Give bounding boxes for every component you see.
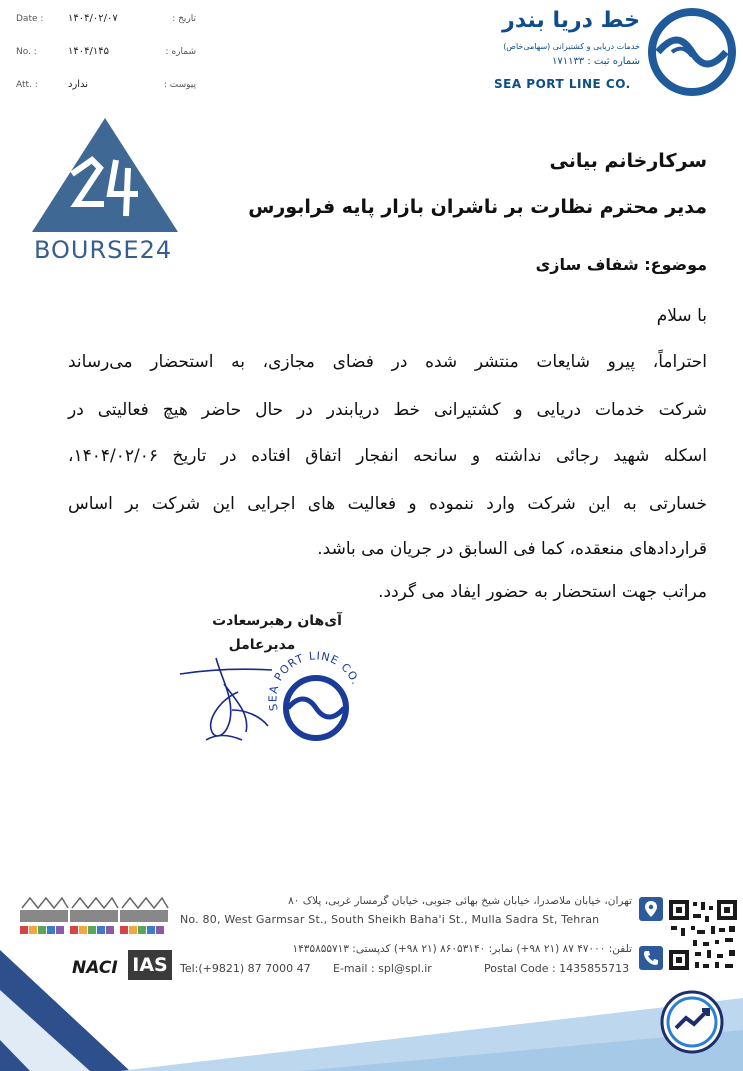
number-row: [16, 47, 206, 61]
body-line-4: خسارتی به این شرکت وارد ننموده و فعالیت های اجرایی این شرکت بر اساس: [68, 494, 707, 514]
signatory-name: آی‌هان رهبرسعادت: [212, 613, 342, 629]
location-pin-icon: [639, 897, 663, 921]
body-line-5: قراردادهای منعقده، کما فی السابق در جریان می باشد.: [317, 539, 707, 559]
recipient-title: مدیر محترم نظارت بر ناشران بازار پایه فرابورس: [248, 196, 707, 218]
bourse24-logo-icon: [30, 116, 180, 234]
date-row: [16, 14, 206, 28]
footer-address-fa: تهران، خیابان ملاصدرا، خیابان شیخ بهائی جنوبی، خیابان گرمسار غربی، پلاک ۸۰: [288, 895, 632, 907]
closing-line: مراتب جهت استحضار به حضور ایفاد می گردد.: [378, 582, 707, 602]
date-label-fa: تاریخ :: [172, 14, 196, 24]
brsm-certification-icons: [18, 890, 170, 946]
company-name-fa: خط دریا بندر: [502, 8, 640, 33]
qr-code-icon[interactable]: [667, 898, 739, 974]
attachment-label-en: Att. :: [16, 80, 38, 90]
number-value: ۱۴۰۴/۱۴۵: [68, 46, 109, 57]
company-name-en: SEA PORT LINE CO.: [494, 77, 631, 91]
date-value: ۱۴۰۴/۰۲/۰۷: [68, 13, 118, 24]
bourse24-wordmark: BOURSE24: [34, 236, 173, 264]
number-label-en: No. :: [16, 47, 37, 57]
company-subtitle-fa: خدمات دریایی و کشتیرانی (سهامی‌خاص): [503, 42, 640, 51]
footer-tel: Tel:(+9821) 87 7000 47: [180, 962, 311, 975]
greeting: با سلام: [656, 306, 707, 326]
company-logo-icon: [646, 6, 738, 98]
footer-contact-fa: تلفن: ۴۷۰۰۰ ۸۷ (۲۱ ۹۸+) نمابر: ۸۶۰۵۳۱۴۰ (۲۱ ۹۸+) کدپستی: ۱۴۳۵۸۵۵۷۱۳: [292, 943, 632, 955]
body-line-3: اسکله شهید رجائی نداشته و سانحه انفجار اتفاق افتاده در تاریخ ۱۴۰۴/۰۲/۰۶،: [68, 446, 707, 466]
attachment-row: [16, 80, 206, 94]
recipient-name: سرکارخانم بیانی: [549, 150, 707, 172]
footer-postal: Postal Code : 1435855713: [484, 962, 630, 975]
ias-badge: IAS: [128, 950, 172, 980]
footer-email[interactable]: E-mail : spl@spl.ir: [333, 962, 432, 975]
footer-address-en: No. 80, West Garmsar St., South Sheikh Baha'i St., Mulla Sadra St, Tehran: [180, 913, 600, 926]
attachment-value: ندارد: [68, 79, 89, 90]
subject-line: موضوع: شفاف سازی: [535, 255, 707, 274]
body-line-2: شرکت خدمات دریایی و کشتیرانی خط دریابندر در حال حاضر هیچ فعالیتی در: [68, 400, 707, 420]
date-label-en: Date :: [16, 14, 44, 24]
number-label-fa: شماره :: [165, 47, 196, 57]
stamp-text: SEA PORT LINE CO.: [266, 649, 363, 712]
company-registration: شماره ثبت : ۱۷۱۱۳۳: [551, 56, 640, 67]
attachment-label-fa: پیوست :: [163, 80, 196, 90]
naci-badge: NACI: [72, 958, 118, 978]
bourse24-corner-badge-icon: [660, 990, 724, 1054]
body-line-1: احتراماً، پیرو شایعات منتشر شده در فضای مجازی، به استحضار می‌رساند: [68, 352, 707, 372]
signatory-title: مدیرعامل: [228, 637, 296, 653]
company-stamp-icon: [262, 648, 370, 756]
phone-icon: [639, 946, 663, 970]
